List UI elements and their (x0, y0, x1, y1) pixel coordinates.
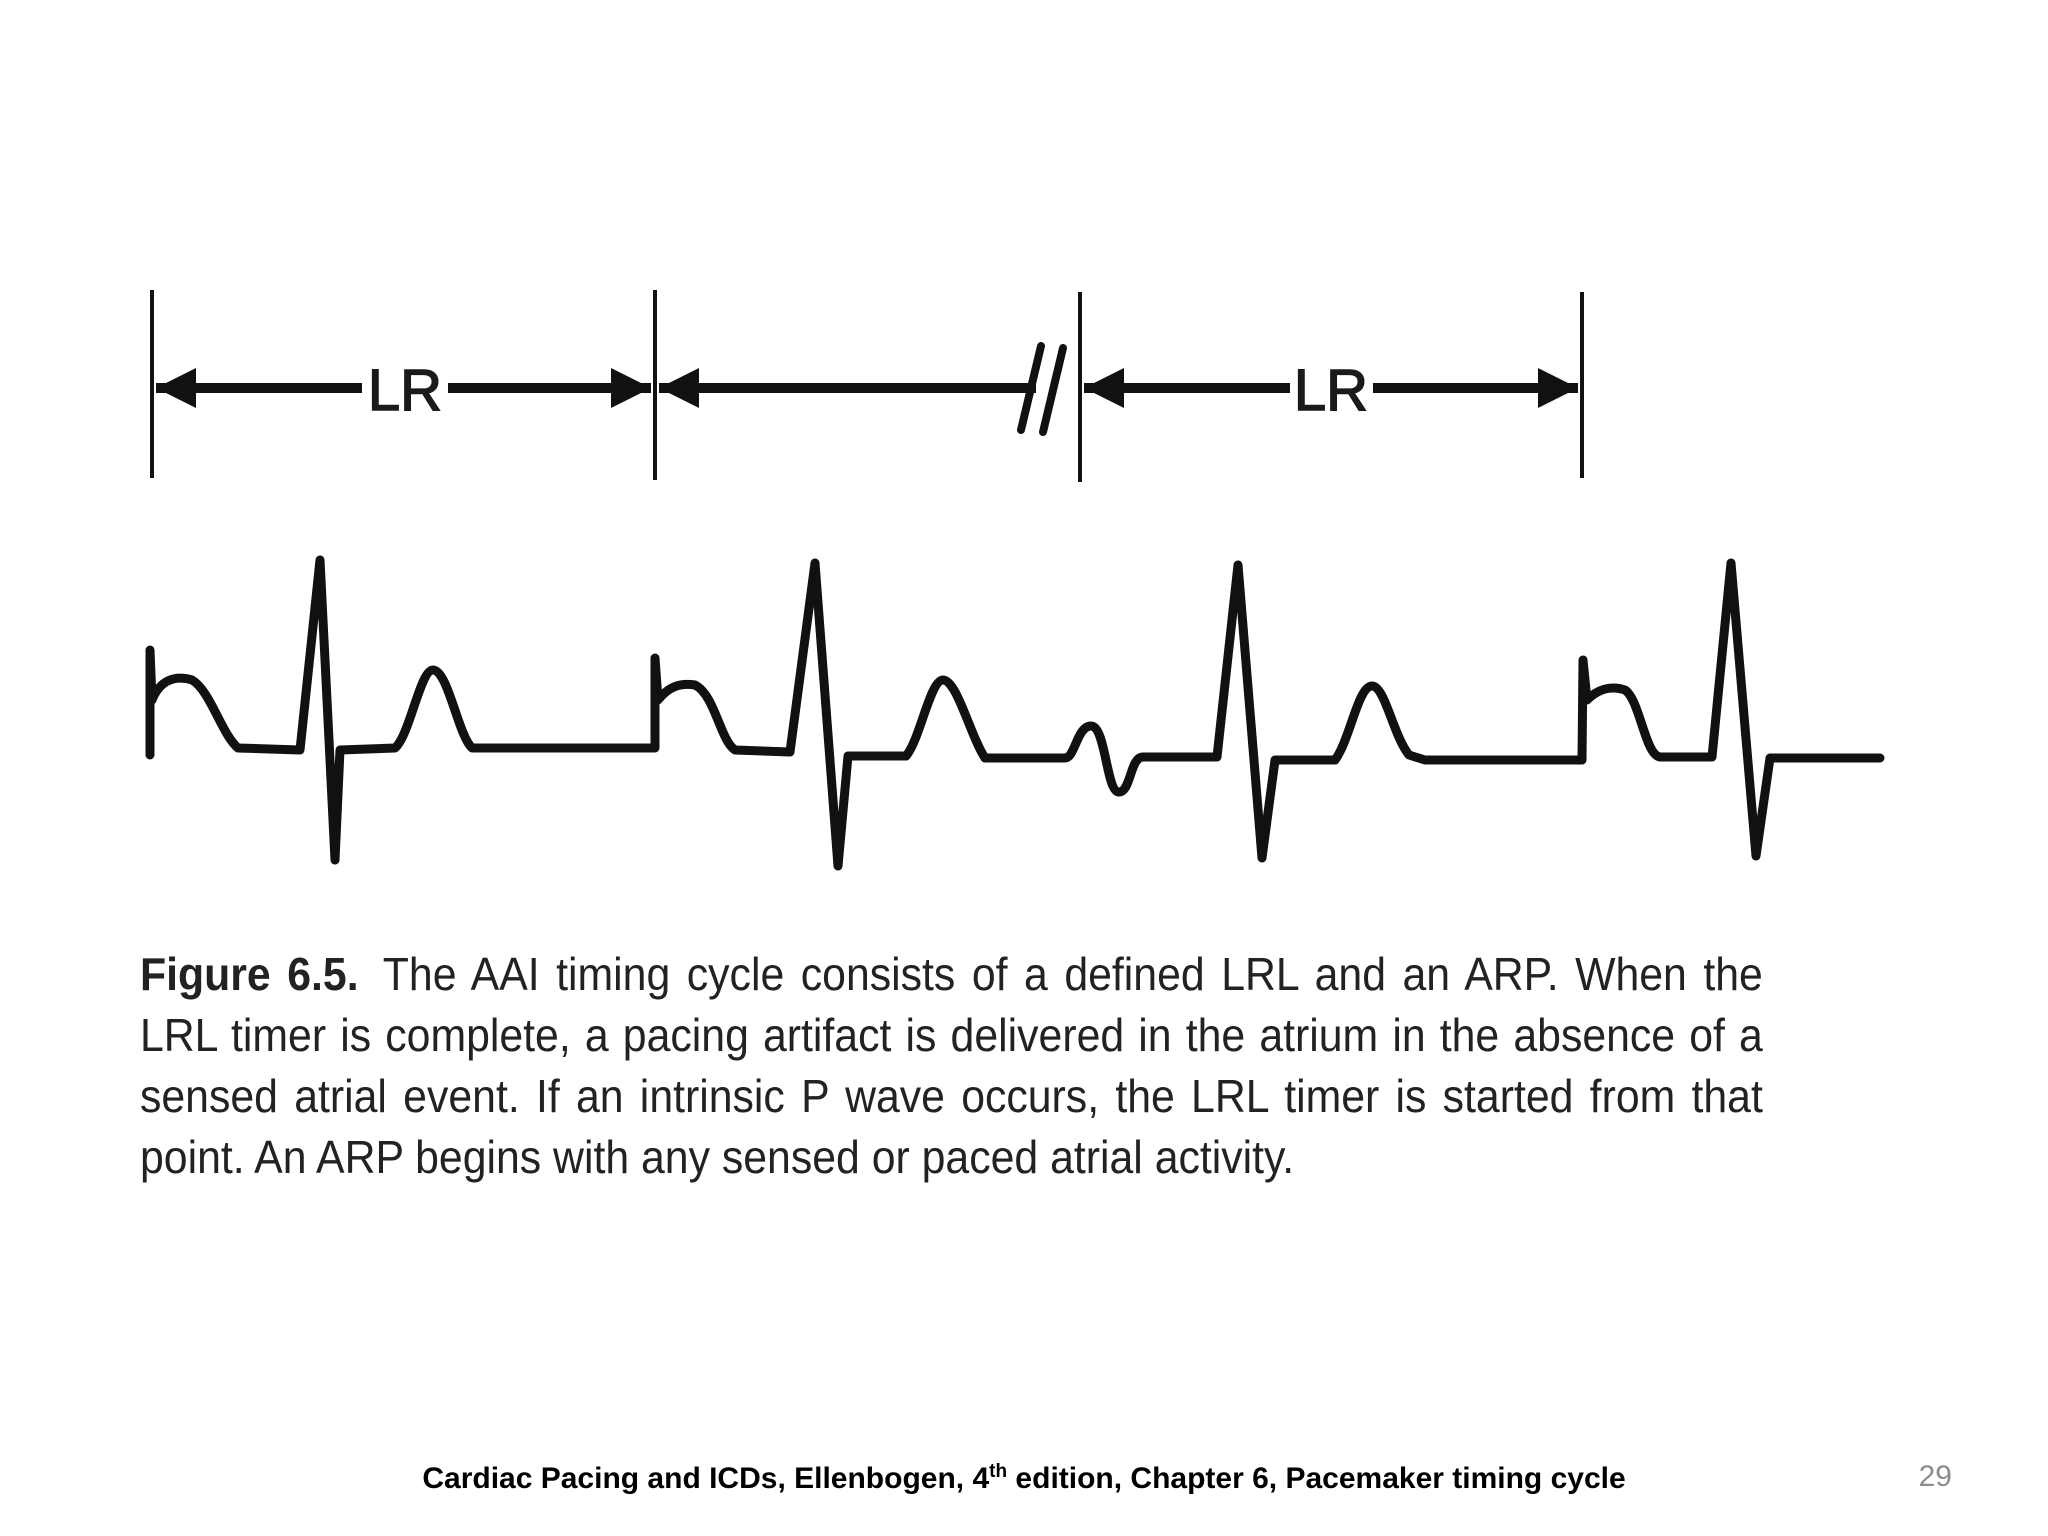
lr-label-1: LR (367, 358, 443, 423)
figure-caption-text: The AAI timing cycle consists of a defined LRL and an ARP. When the LRL timer is complete, a pacing artifact is delivered in the atrium in the absence of a sensed atrial event. If an intrinsic P wave occurs, the LRL timer is started from that point. An ARP begins with any sensed or paced atrial activity. (140, 948, 1763, 1183)
figure-caption (140, 944, 1763, 1188)
source-citation (0, 1462, 2048, 1496)
figure-caption-label: Figure 6.5. (140, 948, 359, 1000)
source-citation-suffix: edition, Chapter 6, Pacemaker timing cycle (1007, 1462, 1626, 1495)
ecg-tracing (150, 560, 1880, 866)
source-citation-prefix: Cardiac Pacing and ICDs, Ellenbogen, 4 (422, 1462, 990, 1495)
lr-label-2: LR (1293, 358, 1369, 423)
break-mark (1021, 346, 1063, 432)
page-number: 29 (1918, 1460, 1952, 1493)
source-citation-superscript: th (989, 1461, 1008, 1482)
